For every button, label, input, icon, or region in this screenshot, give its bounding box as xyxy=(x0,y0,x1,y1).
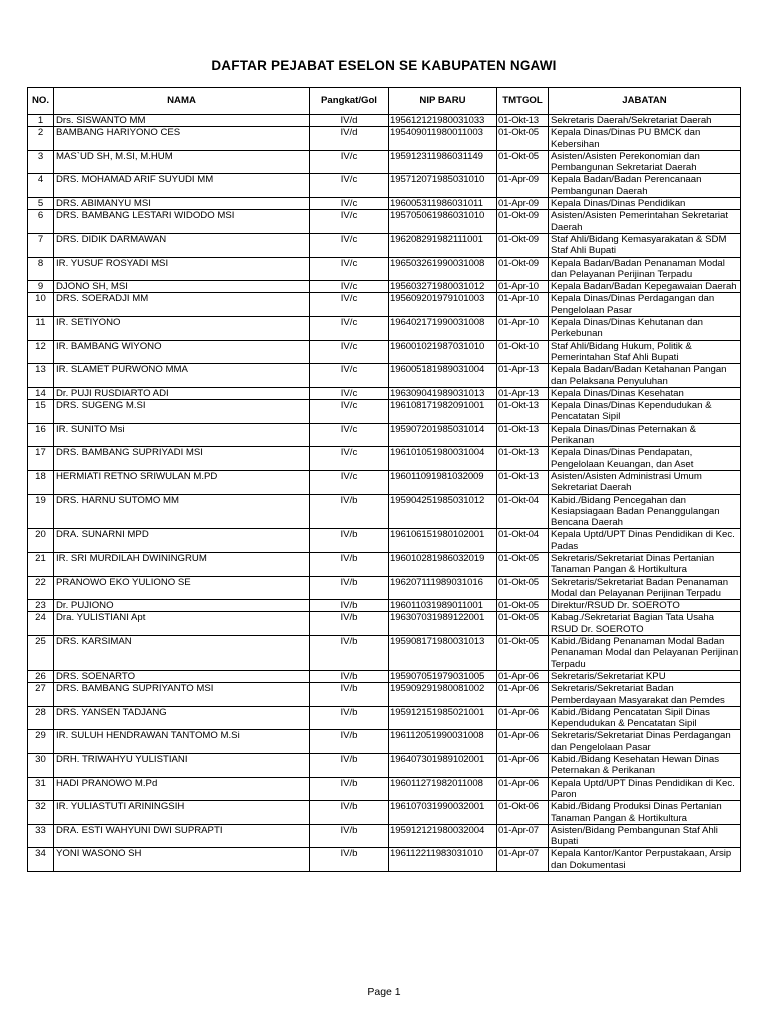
row-jabatan: Staf Ahli/Bidang Hukum, Politik & Pemerintahan Staf Ahli Bupati xyxy=(549,340,741,364)
row-nip: 196011031989011001 xyxy=(389,600,497,612)
table-row xyxy=(28,848,741,872)
row-tmtgol: 01-Okt-05 xyxy=(497,127,549,151)
row-pangkat: IV/c xyxy=(310,257,389,281)
row-jabatan: Kabid./Bidang Pencegahan dan Kesiapsiagaan Badan Penanggulangan Bencana Daerah xyxy=(549,494,741,529)
table-row xyxy=(28,233,741,257)
row-pangkat: IV/c xyxy=(310,340,389,364)
table-row xyxy=(28,400,741,424)
row-jabatan: Asisten/Asisten Perekonomian dan Pembangunan Sekretariat Daerah xyxy=(549,150,741,174)
row-tmtgol: 01-Apr-06 xyxy=(497,754,549,778)
col-header-tmtgol: TMTGOL xyxy=(497,88,549,115)
col-header-no: NO. xyxy=(28,88,54,115)
row-nip: 195609201979101003 xyxy=(389,293,497,317)
row-pangkat: IV/b xyxy=(310,824,389,848)
row-jabatan: Sekretaris Daerah/Sekretariat Daerah xyxy=(549,115,741,127)
row-nip: 195904251985031012 xyxy=(389,494,497,529)
row-nip: 196001021987031010 xyxy=(389,340,497,364)
row-nip: 195912121980032004 xyxy=(389,824,497,848)
row-no: 11 xyxy=(28,317,54,341)
row-no: 8 xyxy=(28,257,54,281)
table-row xyxy=(28,494,741,529)
row-pangkat: IV/b xyxy=(310,801,389,825)
row-no: 17 xyxy=(28,447,54,471)
row-no: 19 xyxy=(28,494,54,529)
table-row xyxy=(28,210,741,234)
row-pangkat: IV/b xyxy=(310,529,389,553)
row-pangkat: IV/b xyxy=(310,730,389,754)
col-header-nip: NIP BARU xyxy=(389,88,497,115)
row-nip: 196101051980031004 xyxy=(389,447,497,471)
table-row xyxy=(28,777,741,801)
table-row xyxy=(28,387,741,399)
row-nama: DRS. SUGENG M.SI xyxy=(54,400,310,424)
row-jabatan: Sekretaris/Sekretariat Badan Pemberdayaan Masyarakat dan Pemdes xyxy=(549,683,741,707)
row-nama: DRS. SOENARTO xyxy=(54,670,310,682)
row-nama: IR. BAMBANG WIYONO xyxy=(54,340,310,364)
row-pangkat: IV/c xyxy=(310,198,389,210)
row-nip: 196106151980102001 xyxy=(389,529,497,553)
row-tmtgol: 01-Okt-09 xyxy=(497,233,549,257)
row-jabatan: Kepala Dinas/Dinas PU BMCK dan Kebersihan xyxy=(549,127,741,151)
table-row xyxy=(28,730,741,754)
row-nip: 195909291980081002 xyxy=(389,683,497,707)
table-header-row xyxy=(28,88,741,115)
row-jabatan: Kepala Dinas/Dinas Kesehatan xyxy=(549,387,741,399)
row-pangkat: IV/b xyxy=(310,552,389,576)
row-no: 18 xyxy=(28,470,54,494)
row-no: 7 xyxy=(28,233,54,257)
row-no: 10 xyxy=(28,293,54,317)
row-jabatan: Kabid./Bidang Penanaman Modal Badan Penanaman Modal dan Pelayanan Perijinan Terpadu xyxy=(549,636,741,671)
row-pangkat: IV/c xyxy=(310,317,389,341)
row-nip: 195912151985021001 xyxy=(389,706,497,730)
row-tmtgol: 01-Apr-06 xyxy=(497,706,549,730)
table-row xyxy=(28,364,741,388)
row-pangkat: IV/c xyxy=(310,281,389,293)
row-no: 4 xyxy=(28,174,54,198)
row-nama: DRS. ABIMANYU MSI xyxy=(54,198,310,210)
row-jabatan: Kabid./Bidang Produksi Dinas Pertanian Tanaman Pangan & Hortikultura xyxy=(549,801,741,825)
row-nama: DJONO SH, MSI xyxy=(54,281,310,293)
row-jabatan: Kepala Dinas/Dinas Perdagangan dan Pengelolaan Pasar xyxy=(549,293,741,317)
row-jabatan: Asisten/Asisten Pemerintahan Sekretariat Daerah xyxy=(549,210,741,234)
row-jabatan: Kabid./Bidang Kesehatan Hewan Dinas Peternakan & Perikanan xyxy=(549,754,741,778)
table-row xyxy=(28,447,741,471)
table-row xyxy=(28,257,741,281)
row-nama: PRANOWO EKO YULIONO SE xyxy=(54,576,310,600)
row-nip: 196112211983031010 xyxy=(389,848,497,872)
row-nip: 195907051979031005 xyxy=(389,670,497,682)
row-tmtgol: 01-Apr-13 xyxy=(497,387,549,399)
table-row xyxy=(28,198,741,210)
table-body xyxy=(28,115,741,872)
row-nip: 196207111989031016 xyxy=(389,576,497,600)
row-nama: Dr. PUJI RUSDIARTO ADI xyxy=(54,387,310,399)
table-row xyxy=(28,317,741,341)
row-pangkat: IV/b xyxy=(310,494,389,529)
row-tmtgol: 01-Apr-07 xyxy=(497,824,549,848)
row-jabatan: Sekretaris/Sekretariat Dinas Pertanian Tanaman Pangan & Hortikultura xyxy=(549,552,741,576)
row-no: 6 xyxy=(28,210,54,234)
table-row xyxy=(28,754,741,778)
row-pangkat: IV/c xyxy=(310,423,389,447)
row-nama: DRH. TRIWAHYU YULISTIANI xyxy=(54,754,310,778)
row-tmtgol: 01-Apr-10 xyxy=(497,317,549,341)
row-no: 33 xyxy=(28,824,54,848)
row-nama: DRS. SOERADJI MM xyxy=(54,293,310,317)
row-no: 25 xyxy=(28,636,54,671)
row-pangkat: IV/c xyxy=(310,364,389,388)
table-row xyxy=(28,127,741,151)
row-pangkat: IV/b xyxy=(310,683,389,707)
row-no: 31 xyxy=(28,777,54,801)
row-nip: 196309041989031013 xyxy=(389,387,497,399)
row-pangkat: IV/b xyxy=(310,636,389,671)
row-no: 22 xyxy=(28,576,54,600)
row-no: 20 xyxy=(28,529,54,553)
row-tmtgol: 01-Okt-13 xyxy=(497,115,549,127)
row-pangkat: IV/c xyxy=(310,150,389,174)
row-tmtgol: 01-Apr-07 xyxy=(497,848,549,872)
table-row xyxy=(28,293,741,317)
row-pangkat: IV/b xyxy=(310,576,389,600)
row-no: 29 xyxy=(28,730,54,754)
row-tmtgol: 01-Okt-09 xyxy=(497,210,549,234)
document-title: DAFTAR PEJABAT ESELON SE KABUPATEN NGAWI xyxy=(211,58,557,73)
row-jabatan: Sekretaris/Sekretariat Badan Penanaman Modal dan Pelayanan Perijinan Terpadu xyxy=(549,576,741,600)
row-tmtgol: 01-Okt-05 xyxy=(497,150,549,174)
row-tmtgol: 01-Okt-04 xyxy=(497,529,549,553)
row-jabatan: Sekretaris/Sekretariat KPU xyxy=(549,670,741,682)
row-nip: 196402171990031008 xyxy=(389,317,497,341)
row-nip: 196112051990031008 xyxy=(389,730,497,754)
table-row xyxy=(28,670,741,682)
row-tmtgol: 01-Apr-09 xyxy=(497,198,549,210)
row-jabatan: Asisten/Bidang Pembangunan Staf Ahli Bupati xyxy=(549,824,741,848)
row-no: 5 xyxy=(28,198,54,210)
table-row xyxy=(28,576,741,600)
row-nama: IR. SUNITO Msi xyxy=(54,423,310,447)
row-pangkat: IV/b xyxy=(310,600,389,612)
row-nama: Dr. PUJIONO xyxy=(54,600,310,612)
row-nama: IR. YULIASTUTI ARININGSIH xyxy=(54,801,310,825)
row-nip: 195612121980031033 xyxy=(389,115,497,127)
row-no: 30 xyxy=(28,754,54,778)
row-pangkat: IV/b xyxy=(310,848,389,872)
row-jabatan: Kepala Dinas/Dinas Kependudukan & Pencatatan Sipil xyxy=(549,400,741,424)
row-nip: 196407301989102001 xyxy=(389,754,497,778)
row-jabatan: Kepala Badan/Badan Kepegawaian Daerah xyxy=(549,281,741,293)
row-nama: DRA. ESTI WAHYUNI DWI SUPRAPTI xyxy=(54,824,310,848)
table-row xyxy=(28,423,741,447)
row-no: 32 xyxy=(28,801,54,825)
row-no: 21 xyxy=(28,552,54,576)
row-tmtgol: 01-Okt-13 xyxy=(497,447,549,471)
table-row xyxy=(28,824,741,848)
row-nip: 196011271982011008 xyxy=(389,777,497,801)
row-tmtgol: 01-Okt-05 xyxy=(497,552,549,576)
row-jabatan: Kabag./Sekretariat Bagian Tata Usaha RSUD Dr. SOEROTO xyxy=(549,612,741,636)
row-jabatan: Kepala Dinas/Dinas Peternakan & Perikanan xyxy=(549,423,741,447)
row-no: 34 xyxy=(28,848,54,872)
row-jabatan: Sekretaris/Sekretariat Dinas Perdagangan dan Pengelolaan Pasar xyxy=(549,730,741,754)
row-jabatan: Direktur/RSUD Dr. SOEROTO xyxy=(549,600,741,612)
row-nip: 195907201985031014 xyxy=(389,423,497,447)
table-row xyxy=(28,150,741,174)
table-row xyxy=(28,636,741,671)
row-tmtgol: 01-Okt-04 xyxy=(497,494,549,529)
row-tmtgol: 01-Apr-10 xyxy=(497,293,549,317)
row-nip: 196010281986032019 xyxy=(389,552,497,576)
row-nip: 196005311986031011 xyxy=(389,198,497,210)
row-nip: 195409011980011003 xyxy=(389,127,497,151)
row-pangkat: IV/b xyxy=(310,706,389,730)
row-tmtgol: 01-Apr-10 xyxy=(497,281,549,293)
row-tmtgol: 01-Apr-06 xyxy=(497,730,549,754)
row-tmtgol: 01-Apr-06 xyxy=(497,777,549,801)
row-nip: 196108171982091001 xyxy=(389,400,497,424)
row-pangkat: IV/b xyxy=(310,754,389,778)
table-row xyxy=(28,340,741,364)
row-jabatan: Kepala Badan/Badan Perencanaan Pembangunan Daerah xyxy=(549,174,741,198)
row-nip: 195705061986031010 xyxy=(389,210,497,234)
row-tmtgol: 01-Okt-05 xyxy=(497,576,549,600)
row-jabatan: Kepala Uptd/UPT Dinas Pendidikan di Kec. Padas xyxy=(549,529,741,553)
row-pangkat: IV/d xyxy=(310,127,389,151)
officials-table xyxy=(27,87,741,872)
row-no: 14 xyxy=(28,387,54,399)
row-no: 23 xyxy=(28,600,54,612)
row-nama: YONI WASONO SH xyxy=(54,848,310,872)
row-tmtgol: 01-Okt-05 xyxy=(497,636,549,671)
row-nip: 196503261990031008 xyxy=(389,257,497,281)
row-pangkat: IV/b xyxy=(310,612,389,636)
row-pangkat: IV/d xyxy=(310,115,389,127)
row-nama: IR. SETIYONO xyxy=(54,317,310,341)
table-row xyxy=(28,801,741,825)
row-nama: DRS. BAMBANG SUPRIYADI MSI xyxy=(54,447,310,471)
row-pangkat: IV/b xyxy=(310,777,389,801)
table-row xyxy=(28,470,741,494)
table-row xyxy=(28,683,741,707)
row-no: 24 xyxy=(28,612,54,636)
row-no: 26 xyxy=(28,670,54,682)
row-nip: 196011091981032009 xyxy=(389,470,497,494)
row-pangkat: IV/b xyxy=(310,670,389,682)
row-no: 16 xyxy=(28,423,54,447)
row-pangkat: IV/c xyxy=(310,387,389,399)
row-nip: 196307031989122001 xyxy=(389,612,497,636)
table-row xyxy=(28,706,741,730)
row-no: 9 xyxy=(28,281,54,293)
row-jabatan: Kepala Dinas/Dinas Pendapatan, Pengelolaan Keuangan, dan Aset xyxy=(549,447,741,471)
row-jabatan: Kepala Badan/Badan Ketahanan Pangan dan Pelaksana Penyuluhan xyxy=(549,364,741,388)
row-nama: MAS`UD SH, M.SI, M.HUM xyxy=(54,150,310,174)
row-jabatan: Kepala Kantor/Kantor Perpustakaan, Arsip dan Dokumentasi xyxy=(549,848,741,872)
table-row xyxy=(28,281,741,293)
row-tmtgol: 01-Okt-13 xyxy=(497,400,549,424)
table-row xyxy=(28,529,741,553)
row-jabatan: Kepala Uptd/UPT Dinas Pendidikan di Kec. Paron xyxy=(549,777,741,801)
row-pangkat: IV/c xyxy=(310,233,389,257)
row-tmtgol: 01-Apr-13 xyxy=(497,364,549,388)
row-jabatan: Staf Ahli/Bidang Kemasyarakatan & SDM Staf Ahli Bupati xyxy=(549,233,741,257)
row-tmtgol: 01-Okt-06 xyxy=(497,801,549,825)
row-nip: 195712071985031010 xyxy=(389,174,497,198)
row-nama: DRA. SUNARNI MPD xyxy=(54,529,310,553)
table-row xyxy=(28,552,741,576)
row-nip: 195912311986031149 xyxy=(389,150,497,174)
col-header-nama: NAMA xyxy=(54,88,310,115)
row-nama: DRS. KARSIMAN xyxy=(54,636,310,671)
row-nip: 195603271980031012 xyxy=(389,281,497,293)
row-nama: Dra. YULISTIANI Apt xyxy=(54,612,310,636)
row-jabatan: Kepala Badan/Badan Penanaman Modal dan Pelayanan Perijinan Terpadu xyxy=(549,257,741,281)
row-no: 2 xyxy=(28,127,54,151)
row-jabatan: Kepala Dinas/Dinas Pendidikan xyxy=(549,198,741,210)
row-nama: DRS. MOHAMAD ARIF SUYUDI MM xyxy=(54,174,310,198)
row-nama: BAMBANG HARIYONO CES xyxy=(54,127,310,151)
row-no: 3 xyxy=(28,150,54,174)
row-nama: IR. YUSUF ROSYADI MSI xyxy=(54,257,310,281)
col-header-pangkat: Pangkat/Gol xyxy=(310,88,389,115)
row-pangkat: IV/c xyxy=(310,447,389,471)
page-number: Page 1 xyxy=(367,986,401,998)
table-row xyxy=(28,612,741,636)
row-no: 15 xyxy=(28,400,54,424)
row-pangkat: IV/c xyxy=(310,470,389,494)
table-row xyxy=(28,115,741,127)
row-nama: HADI PRANOWO M.Pd xyxy=(54,777,310,801)
table-row xyxy=(28,600,741,612)
row-nama: IR. SULUH HENDRAWAN TANTOMO M.Si xyxy=(54,730,310,754)
row-nama: DRS. BAMBANG LESTARI WIDODO MSI xyxy=(54,210,310,234)
row-nip: 196005181989031004 xyxy=(389,364,497,388)
row-jabatan: Kepala Dinas/Dinas Kehutanan dan Perkebunan xyxy=(549,317,741,341)
row-no: 1 xyxy=(28,115,54,127)
row-tmtgol: 01-Okt-13 xyxy=(497,470,549,494)
row-nama: DRS. YANSEN TADJANG xyxy=(54,706,310,730)
row-pangkat: IV/c xyxy=(310,174,389,198)
row-nama: DRS. DIDIK DARMAWAN xyxy=(54,233,310,257)
row-jabatan: Asisten/Asisten Administrasi Umum Sekretariat Daerah xyxy=(549,470,741,494)
row-nip: 196107031990032001 xyxy=(389,801,497,825)
row-no: 27 xyxy=(28,683,54,707)
row-pangkat: IV/c xyxy=(310,210,389,234)
row-tmtgol: 01-Okt-05 xyxy=(497,600,549,612)
row-nama: DRS. BAMBANG SUPRIYANTO MSI xyxy=(54,683,310,707)
row-no: 28 xyxy=(28,706,54,730)
row-tmtgol: 01-Apr-06 xyxy=(497,670,549,682)
row-tmtgol: 01-Okt-10 xyxy=(497,340,549,364)
row-no: 12 xyxy=(28,340,54,364)
row-tmtgol: 01-Apr-06 xyxy=(497,683,549,707)
row-nama: Drs. SISWANTO MM xyxy=(54,115,310,127)
table-row xyxy=(28,174,741,198)
row-jabatan: Kabid./Bidang Pencatatan Sipil Dinas Kependudukan & Pencatatan Sipil xyxy=(549,706,741,730)
row-pangkat: IV/c xyxy=(310,400,389,424)
row-nip: 195908171980031013 xyxy=(389,636,497,671)
row-tmtgol: 01-Okt-13 xyxy=(497,423,549,447)
row-nama: DRS. HARNU SUTOMO MM xyxy=(54,494,310,529)
row-nama: IR. SRI MURDILAH DWININGRUM xyxy=(54,552,310,576)
row-pangkat: IV/c xyxy=(310,293,389,317)
row-tmtgol: 01-Okt-05 xyxy=(497,612,549,636)
row-nama: IR. SLAMET PURWONO MMA xyxy=(54,364,310,388)
row-tmtgol: 01-Okt-09 xyxy=(497,257,549,281)
row-tmtgol: 01-Apr-09 xyxy=(497,174,549,198)
row-no: 13 xyxy=(28,364,54,388)
row-nama: HERMIATI RETNO SRIWULAN M.PD xyxy=(54,470,310,494)
col-header-jabatan: JABATAN xyxy=(549,88,741,115)
row-nip: 196208291982111001 xyxy=(389,233,497,257)
